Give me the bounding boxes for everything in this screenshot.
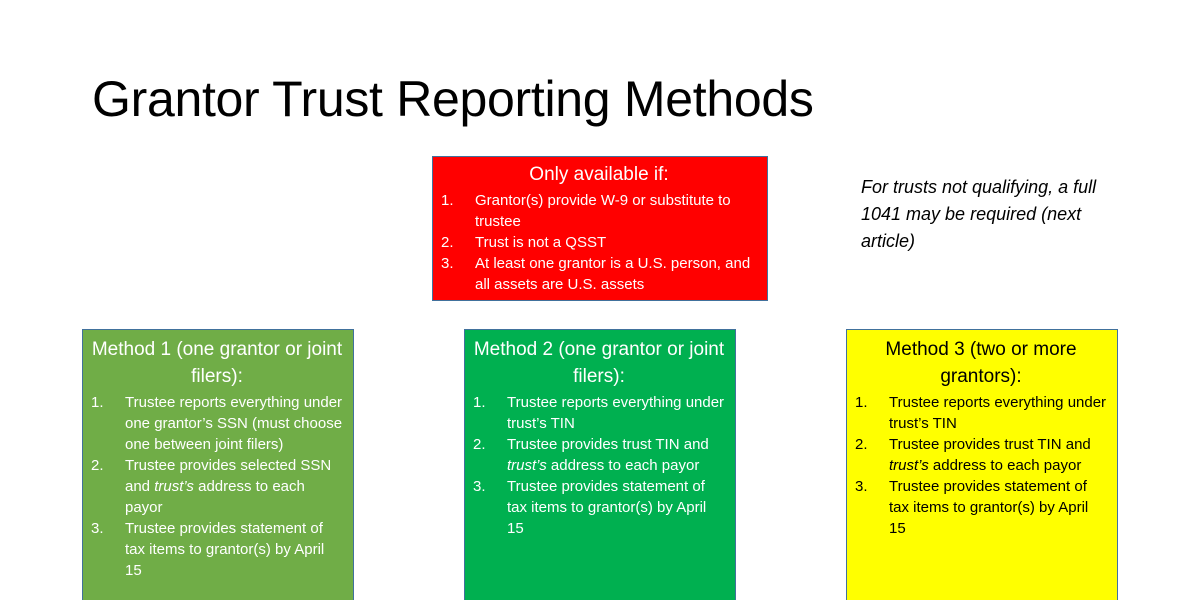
- method-1-steps: [91, 392, 343, 581]
- list-text: Grantor(s) provide W-9 or substitute to trustee: [475, 192, 731, 230]
- emphasis-text: trust’s: [507, 457, 547, 474]
- method-1-heading: Method 1 (one grantor or joint filers):: [91, 339, 343, 387]
- method-3-heading: Method 3 (two or more grantors):: [885, 339, 1077, 387]
- method-2-box: [464, 329, 736, 600]
- list-number: 1.: [473, 394, 486, 411]
- method-2-heading: Method 2 (one grantor or joint filers):: [473, 339, 725, 387]
- conditions-heading: Only available if:: [529, 164, 669, 185]
- list-number: 1.: [441, 192, 454, 209]
- method-1-box: [82, 329, 354, 600]
- list-item: [855, 476, 1107, 539]
- method-3-box: [846, 329, 1118, 600]
- text-segment: Trustee provides selected SSN and: [125, 457, 332, 495]
- slide-title: Grantor Trust Reporting Methods: [92, 71, 814, 127]
- text-segment: Trustee provides trust TIN and: [889, 436, 1091, 453]
- list-item: [473, 476, 725, 539]
- method-2-steps: [473, 392, 725, 539]
- list-text: Trustee reports everything under trust’s TIN: [507, 394, 725, 432]
- list-text: Trust is not a QSST: [475, 234, 607, 251]
- text-segment: address to each payor: [125, 478, 305, 516]
- text-segment: address to each payor: [928, 457, 1082, 474]
- list-number: 2.: [855, 436, 868, 453]
- availability-conditions-box: [432, 156, 768, 301]
- qualification-note: For trusts not qualifying, a full 1041 may be required (next article): [861, 177, 1097, 251]
- list-item: [473, 392, 725, 434]
- list-text: Trustee provides statement of tax items to grantor(s) by April 15: [889, 478, 1089, 537]
- list-item: [441, 253, 757, 295]
- list-text: Trustee provides statement of tax items to grantor(s) by April 15: [507, 478, 707, 537]
- list-number: 3.: [91, 520, 104, 537]
- list-text: At least one grantor is a U.S. person, and all assets are U.S. assets: [475, 255, 751, 293]
- list-number: 2.: [441, 234, 454, 251]
- list-text: Trustee provides statement of tax items to grantor(s) by April 15: [125, 520, 325, 579]
- text-segment: address to each payor: [546, 457, 700, 474]
- emphasis-text: trust’s: [889, 457, 929, 474]
- conditions-list: [441, 190, 757, 295]
- text-segment: Trustee provides trust TIN and: [507, 436, 709, 453]
- list-number: 2.: [91, 457, 104, 474]
- list-item: [91, 455, 343, 518]
- list-item: [441, 232, 757, 253]
- list-item: [91, 518, 343, 581]
- list-number: 3.: [473, 478, 486, 495]
- emphasis-text: trust’s: [154, 478, 194, 495]
- list-item: [91, 392, 343, 455]
- list-item: [441, 190, 757, 232]
- list-number: 3.: [441, 255, 454, 272]
- list-text: [507, 434, 725, 476]
- method-3-steps: [855, 392, 1107, 539]
- list-text: Trustee reports everything under one grantor’s SSN (must choose one between joint filers): [125, 394, 343, 453]
- list-text: [889, 434, 1107, 476]
- list-text: Trustee reports everything under trust’s TIN: [889, 394, 1107, 432]
- list-item: [855, 392, 1107, 434]
- list-item: [855, 434, 1107, 476]
- list-number: 1.: [855, 394, 868, 411]
- list-number: 1.: [91, 394, 104, 411]
- list-item: [473, 434, 725, 476]
- list-number: 2.: [473, 436, 486, 453]
- list-text: [125, 455, 343, 518]
- list-number: 3.: [855, 478, 868, 495]
